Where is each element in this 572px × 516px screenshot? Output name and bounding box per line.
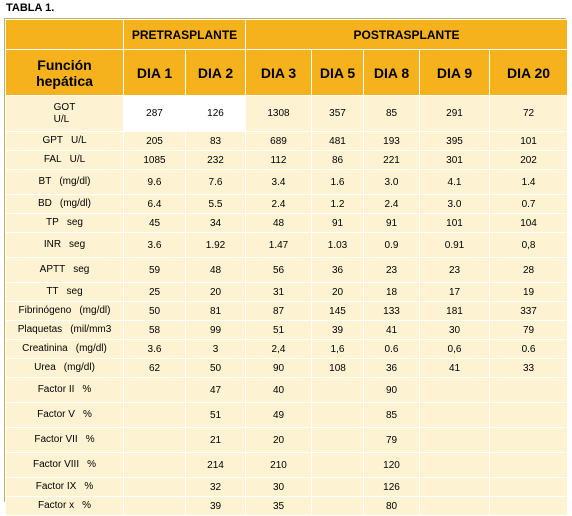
table-cell — [312, 428, 364, 453]
table-row — [6, 258, 568, 283]
table-cell: 0.6 — [490, 340, 568, 359]
row-label — [6, 258, 124, 283]
table-row — [6, 321, 568, 340]
table-cell: 0,6 — [420, 340, 490, 359]
table-cell: 210 — [246, 453, 312, 478]
table-cell: 17 — [420, 283, 490, 302]
row-label-text — [46, 217, 83, 229]
header-funcion-hepatica — [6, 50, 124, 96]
row-unit: (mil/mm3 — [70, 324, 112, 335]
table-cell — [124, 428, 186, 453]
table-cell: 5.5 — [186, 195, 246, 214]
row-label-text — [40, 264, 90, 276]
table-cell: 32 — [186, 478, 246, 497]
table-cell — [124, 478, 186, 497]
table-cell: 221 — [364, 151, 420, 170]
table-cell: 101 — [420, 214, 490, 233]
header-days-row — [6, 50, 568, 96]
table-cell — [312, 497, 364, 516]
row-label-text — [46, 286, 82, 298]
table-row — [6, 428, 568, 453]
row-label-text — [34, 434, 94, 446]
header-group-row — [6, 20, 568, 50]
table-cell: 39 — [312, 321, 364, 340]
row-label — [6, 321, 124, 340]
table-cell: 50 — [124, 302, 186, 321]
table-cell — [124, 403, 186, 428]
table-cell: 48 — [246, 214, 312, 233]
row-label — [6, 214, 124, 233]
row-name: Urea — [34, 362, 56, 373]
table-cell: 51 — [186, 403, 246, 428]
table-cell — [312, 453, 364, 478]
table-cell — [124, 378, 186, 403]
table-cell: 91 — [364, 214, 420, 233]
table-cell: 91 — [312, 214, 364, 233]
header-pretrasplante: PRETRASPLANTE — [124, 20, 246, 50]
table-cell: 3.6 — [124, 340, 186, 359]
row-name: TT — [46, 286, 59, 297]
row-unit: (mg/dl) — [59, 176, 91, 187]
header-func-line1: Función — [37, 56, 92, 73]
table-cell — [420, 453, 490, 478]
table-cell: 56 — [246, 258, 312, 283]
row-label — [6, 478, 124, 497]
table-cell: 36 — [312, 258, 364, 283]
table-cell — [490, 428, 568, 453]
table-cell: 87 — [246, 302, 312, 321]
row-unit: seg — [66, 217, 83, 228]
header-day: DIA 20 — [490, 50, 568, 96]
table-cell: 0.6 — [364, 340, 420, 359]
table-cell: 108 — [312, 359, 364, 378]
table-cell — [124, 453, 186, 478]
header-day: DIA 9 — [420, 50, 490, 96]
table-row — [6, 302, 568, 321]
row-label-text — [54, 102, 76, 126]
table-row — [6, 497, 568, 516]
row-unit: (mg/dl) — [75, 343, 107, 354]
table-cell: 79 — [364, 428, 420, 453]
table-cell: 193 — [364, 132, 420, 151]
row-label-text — [37, 409, 92, 421]
row-label — [6, 132, 124, 151]
table-cell: 2.4 — [246, 195, 312, 214]
row-name: GOT — [53, 101, 76, 113]
row-label-text — [36, 481, 93, 493]
table-cell: 481 — [312, 132, 364, 151]
table-cell: 0.9 — [364, 233, 420, 258]
table-cell: 301 — [420, 151, 490, 170]
row-name: APTT — [39, 264, 66, 275]
table-row — [6, 378, 568, 403]
table-cell — [490, 403, 568, 428]
table-cell: 126 — [364, 478, 420, 497]
table-row — [6, 359, 568, 378]
row-label-text — [39, 176, 91, 188]
table-cell: 79 — [490, 321, 568, 340]
table-cell: 31 — [246, 283, 312, 302]
table-cell: 337 — [490, 302, 568, 321]
row-unit: seg — [73, 264, 90, 275]
table-cell: 19 — [490, 283, 568, 302]
table-cell — [420, 428, 490, 453]
table-cell: 30 — [420, 321, 490, 340]
table-cell: 80 — [364, 497, 420, 516]
table-cell: 41 — [420, 359, 490, 378]
table-cell: 3 — [186, 340, 246, 359]
table-cell: 1.92 — [186, 233, 246, 258]
table-cell: 33 — [490, 359, 568, 378]
table-cell: 126 — [186, 96, 246, 132]
row-label — [6, 403, 124, 428]
table-cell: 3.6 — [124, 233, 186, 258]
row-name: Factor x — [37, 500, 75, 511]
row-label — [6, 96, 124, 132]
table-cell — [420, 378, 490, 403]
row-name: Creatinina — [22, 343, 68, 354]
row-label — [6, 497, 124, 516]
table-cell: 39 — [186, 497, 246, 516]
table-row — [6, 403, 568, 428]
table-cell: 18 — [364, 283, 420, 302]
table-row — [6, 151, 568, 170]
table-cell: 1.47 — [246, 233, 312, 258]
table-cell: 3.0 — [364, 170, 420, 195]
row-label — [6, 151, 124, 170]
row-name: BT — [38, 176, 52, 187]
table-cell: 86 — [312, 151, 364, 170]
row-label-text — [33, 459, 96, 471]
lab-results-table — [4, 18, 566, 512]
table-row — [6, 170, 568, 195]
table-cell: 0.7 — [490, 195, 568, 214]
table-cell: 3.4 — [246, 170, 312, 195]
table-cell — [124, 497, 186, 516]
table-cell: 232 — [186, 151, 246, 170]
row-unit: seg — [66, 286, 83, 297]
row-unit: (mg/dl) — [59, 198, 92, 209]
table-cell: 4.1 — [420, 170, 490, 195]
table-cell: 101 — [490, 132, 568, 151]
table-row — [6, 132, 568, 151]
table-cell: 1,6 — [312, 340, 364, 359]
header-func-line2: hepática — [36, 72, 93, 89]
table-cell: 145 — [312, 302, 364, 321]
table-cell: 28 — [490, 258, 568, 283]
table-row — [6, 96, 568, 132]
table-cell: 291 — [420, 96, 490, 132]
row-label — [6, 302, 124, 321]
row-unit: % — [82, 409, 92, 420]
row-label-text — [18, 324, 112, 336]
table-cell: 23 — [420, 258, 490, 283]
row-name: GPT — [42, 135, 63, 146]
row-label-text — [22, 343, 107, 355]
row-name: FAL — [43, 154, 62, 165]
table-cell: 23 — [364, 258, 420, 283]
row-unit: % — [82, 500, 92, 511]
table-cell: 40 — [246, 378, 312, 403]
row-name: Fibrinógeno — [18, 305, 72, 316]
table-cell: 36 — [364, 359, 420, 378]
header-day: DIA 5 — [312, 50, 364, 96]
row-label — [6, 340, 124, 359]
table-cell: 1.03 — [312, 233, 364, 258]
table-row — [6, 340, 568, 359]
table-cell: 34 — [186, 214, 246, 233]
table-cell: 99 — [186, 321, 246, 340]
table-cell: 20 — [186, 283, 246, 302]
table-cell: 357 — [312, 96, 364, 132]
row-unit: % — [85, 434, 95, 445]
row-label — [6, 233, 124, 258]
row-unit: U/L — [69, 154, 86, 165]
row-label-text — [38, 384, 92, 396]
table-row — [6, 478, 568, 497]
header-day: DIA 3 — [246, 50, 312, 96]
table-cell: 47 — [186, 378, 246, 403]
row-label-text — [44, 154, 85, 166]
row-label-text — [38, 198, 91, 210]
table-cell: 0,8 — [490, 233, 568, 258]
table-cell: 81 — [186, 302, 246, 321]
table-cell: 85 — [364, 403, 420, 428]
table-cell: 25 — [124, 283, 186, 302]
row-name: Factor V — [37, 409, 75, 420]
row-label — [6, 195, 124, 214]
row-unit: (mg/dl) — [79, 305, 111, 316]
table-cell: 90 — [364, 378, 420, 403]
table-cell: 202 — [490, 151, 568, 170]
table-cell: 1.2 — [312, 195, 364, 214]
table-cell: 181 — [420, 302, 490, 321]
table-cell: 49 — [246, 403, 312, 428]
row-name: INR — [43, 239, 62, 250]
row-unit: seg — [69, 239, 86, 250]
row-name: Factor II — [37, 384, 75, 395]
row-label-text — [42, 135, 86, 147]
table-cell: 1308 — [246, 96, 312, 132]
table-cell — [420, 497, 490, 516]
row-name: BD — [37, 198, 52, 209]
table-cell: 21 — [186, 428, 246, 453]
table-cell: 112 — [246, 151, 312, 170]
row-name: Factor VIII — [32, 459, 80, 470]
row-label — [6, 359, 124, 378]
table-cell: 104 — [490, 214, 568, 233]
table-cell — [420, 403, 490, 428]
row-label — [6, 283, 124, 302]
table-cell: 35 — [246, 497, 312, 516]
table-row — [6, 283, 568, 302]
table-cell: 120 — [364, 453, 420, 478]
row-label — [6, 170, 124, 195]
table-cell: 85 — [364, 96, 420, 132]
table-cell: 3.0 — [420, 195, 490, 214]
row-unit: (mg/dl) — [63, 362, 95, 373]
row-unit: % — [84, 481, 94, 492]
row-label — [6, 428, 124, 453]
row-label-text — [44, 239, 85, 251]
table-row — [6, 214, 568, 233]
table-cell: 62 — [124, 359, 186, 378]
table-cell: 6.4 — [124, 195, 186, 214]
table-cell: 7.6 — [186, 170, 246, 195]
table-cell: 41 — [364, 321, 420, 340]
table-cell: 48 — [186, 258, 246, 283]
table-cell: 205 — [124, 132, 186, 151]
row-name: Factor VII — [34, 434, 78, 445]
table-cell: 395 — [420, 132, 490, 151]
table-cell — [312, 478, 364, 497]
table-cell: 1.6 — [312, 170, 364, 195]
table-cell: 50 — [186, 359, 246, 378]
table-cell — [490, 497, 568, 516]
table-cell: 1.4 — [490, 170, 568, 195]
table-cell: 20 — [246, 428, 312, 453]
table-cell: 1085 — [124, 151, 186, 170]
table-caption: TABLA 1. — [6, 2, 55, 14]
table-cell: 51 — [246, 321, 312, 340]
table-cell: 214 — [186, 453, 246, 478]
table-row — [6, 233, 568, 258]
header-postrasplante: POSTRASPLANTE — [246, 20, 568, 50]
table-cell: 2.4 — [364, 195, 420, 214]
table-cell — [490, 453, 568, 478]
table-cell — [490, 378, 568, 403]
table-cell: 59 — [124, 258, 186, 283]
header-day: DIA 2 — [186, 50, 246, 96]
row-name: Factor IX — [35, 481, 77, 492]
table-cell: 20 — [312, 283, 364, 302]
row-unit: % — [87, 459, 97, 470]
row-label — [6, 453, 124, 478]
table-cell: 689 — [246, 132, 312, 151]
table-row — [6, 453, 568, 478]
row-label-text — [38, 500, 91, 512]
table-cell: 58 — [124, 321, 186, 340]
table-cell: 90 — [246, 359, 312, 378]
row-label — [6, 378, 124, 403]
row-name: TP — [46, 217, 59, 228]
row-unit: U/L — [71, 135, 87, 146]
table-cell: 0.91 — [420, 233, 490, 258]
header-corner — [6, 20, 124, 50]
row-unit: % — [82, 384, 92, 395]
table-cell: 2,4 — [246, 340, 312, 359]
row-unit: U/L — [53, 113, 70, 125]
table-cell — [312, 378, 364, 403]
table-cell: 30 — [246, 478, 312, 497]
row-name: Plaquetas — [17, 324, 63, 335]
header-day: DIA 8 — [364, 50, 420, 96]
table-cell — [420, 478, 490, 497]
row-label-text — [19, 305, 111, 317]
table-cell — [490, 478, 568, 497]
table-cell: 287 — [124, 96, 186, 132]
table-cell: 9.6 — [124, 170, 186, 195]
table-cell: 83 — [186, 132, 246, 151]
table-cell: 72 — [490, 96, 568, 132]
table-cell: 45 — [124, 214, 186, 233]
table-row — [6, 195, 568, 214]
table-cell — [312, 403, 364, 428]
row-label-text — [34, 362, 95, 374]
table-cell: 133 — [364, 302, 420, 321]
header-day: DIA 1 — [124, 50, 186, 96]
